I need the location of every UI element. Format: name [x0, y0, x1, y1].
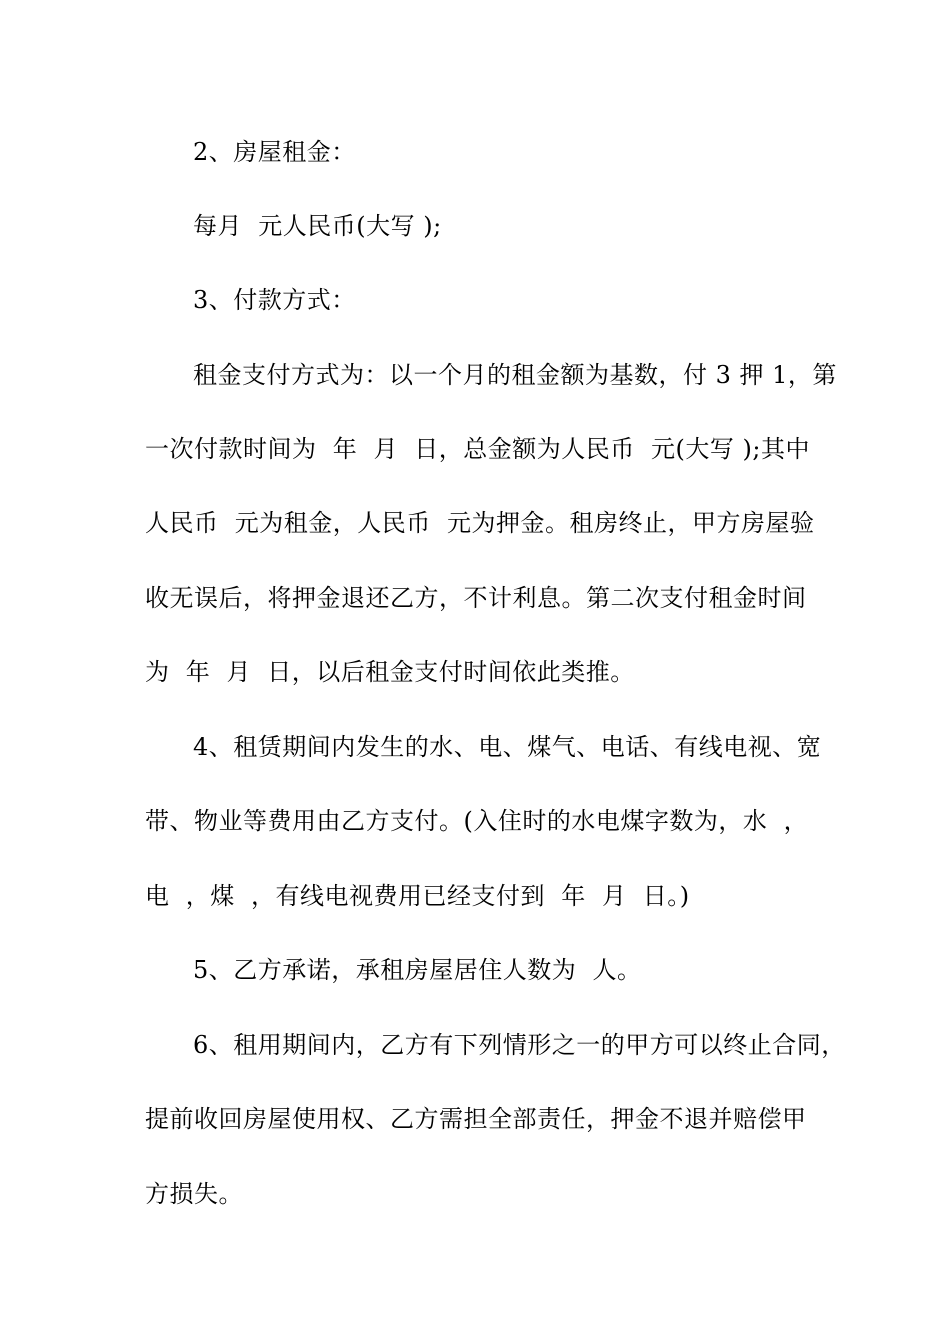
- clause-6-line-1: 6、租用期间内，乙方有下列情形之一的甲方可以终止合同，: [193, 1031, 846, 1059]
- clause-5-line: 5、乙方承诺，承租房屋居住人数为 人。: [193, 956, 642, 984]
- clause-6-line-3: 方损失。: [145, 1180, 243, 1208]
- clause-6-line-2: 提前收回房屋使用权、乙方需担全部责任，押金不退并赔偿甲: [145, 1105, 807, 1133]
- clause-4-line-2: 带、物业等费用由乙方支付。(入住时的水电煤字数为，水 ，: [145, 807, 809, 835]
- clause-3-heading: 3、付款方式：: [193, 286, 356, 314]
- payment-text-line-5: 为 年 月 日，以后租金支付时间依此类推。: [145, 658, 635, 686]
- clause-4-line-3: 电 ，煤 ，有线电视费用已经支付到 年 月 日。): [145, 882, 690, 910]
- payment-text-line-2: 一次付款时间为 年 月 日，总金额为人民币 元(大写 );其中: [145, 435, 810, 463]
- clause-4-line-1: 4、租赁期间内发生的水、电、煤气、电话、有线电视、宽: [193, 733, 822, 761]
- clause-2-heading: 2、房屋租金：: [193, 138, 356, 166]
- payment-text-line-1: 租金支付方式为：以一个月的租金额为基数，付 3 押 1，第: [193, 361, 837, 389]
- payment-text-line-4: 收无误后，将押金退还乙方，不计利息。第二次支付租金时间: [145, 584, 807, 612]
- monthly-rent-line: 每月 元人民币(大写 );: [193, 212, 442, 240]
- payment-text-line-3: 人民币 元为租金，人民币 元为押金。租房终止，甲方房屋验: [145, 509, 815, 537]
